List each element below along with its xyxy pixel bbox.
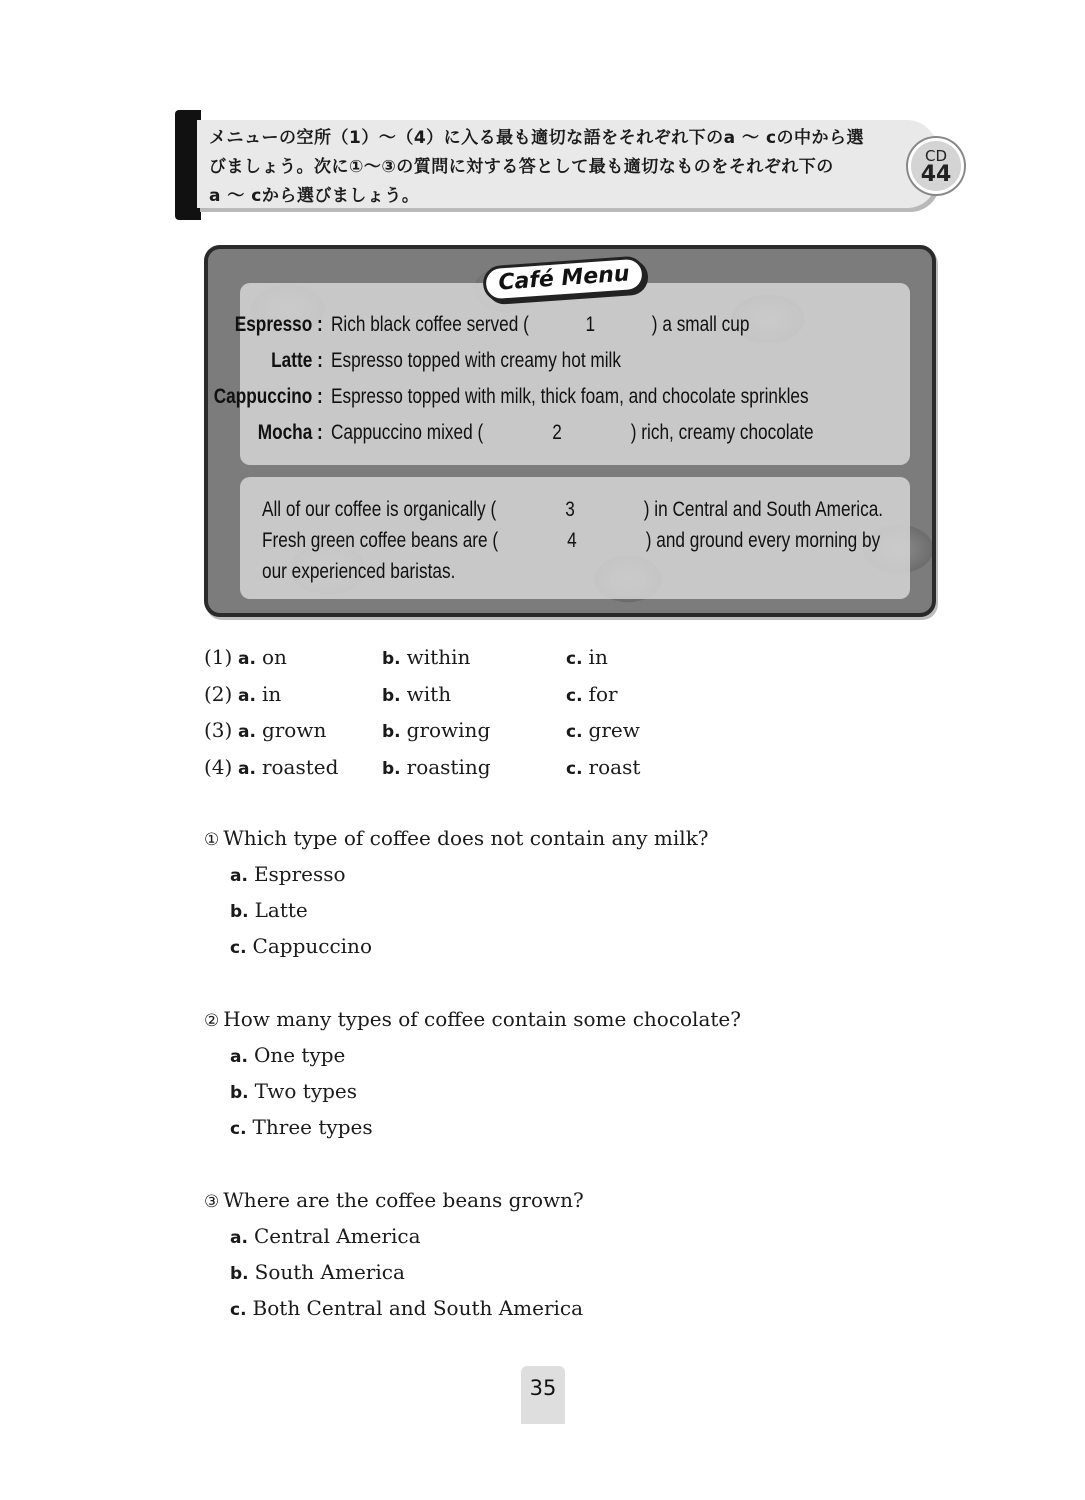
answer-a[interactable]: a. Espresso: [230, 862, 346, 886]
choice-row: [204, 679, 804, 716]
choice-row: [204, 715, 804, 752]
menu-note-paragraph: [262, 494, 885, 587]
blank-number: 1: [585, 313, 596, 336]
option-b[interactable]: b. growing: [382, 718, 491, 742]
question-3: [204, 1185, 904, 1329]
answer-c[interactable]: c. Cappuccino: [230, 934, 372, 958]
question-text: ③ Where are the coffee beans grown?: [204, 1188, 584, 1212]
question-text: ① Which type of coffee does not contain any milk?: [204, 826, 709, 850]
answer-b[interactable]: b. Latte: [230, 898, 308, 922]
answer-b[interactable]: b. Two types: [230, 1079, 358, 1103]
instruction-text: [209, 124, 899, 211]
menu-item-cappuccino: [208, 385, 809, 419]
cd-track-badge: [908, 138, 964, 194]
cd-label: CD: [924, 147, 948, 165]
menu-title: Café Menu: [482, 255, 646, 302]
menu-item-name: Latte :: [271, 349, 323, 372]
answer-a[interactable]: a. One type: [230, 1043, 346, 1067]
menu-item-latte: [208, 349, 782, 383]
option-a[interactable]: a. roasted: [238, 754, 339, 779]
instruction-line: メニューの空所（1）～（4）に入る最も適切な語をそれぞれ下のa ～ cの中から選: [209, 128, 865, 148]
menu-item-name: Cappuccino :: [213, 385, 323, 408]
menu-item-desc: Espresso topped with creamy hot milk: [331, 349, 621, 372]
note-line: Fresh green coffee beans are ( 4 ) and ground every morning by: [262, 525, 885, 556]
blank-number: 4: [567, 529, 577, 552]
option-a[interactable]: a. on: [238, 645, 287, 669]
question-2: [204, 1004, 904, 1148]
option-b[interactable]: b. within: [382, 645, 471, 669]
question-1: [204, 823, 904, 967]
menu-item-name: Espresso :: [234, 313, 323, 336]
option-c[interactable]: c. for: [566, 681, 618, 706]
instruction-line: びましょう。次に①～③の質問に対する答として最も適切なものをそれぞれ下の: [209, 157, 834, 177]
choice-row: [204, 752, 804, 789]
page-number: 35: [521, 1366, 565, 1424]
instruction-line: a ～ cから選びましょう。: [209, 186, 420, 206]
menu-item-desc: Espresso topped with milk, thick foam, and chocolate sprinkles: [331, 385, 809, 408]
choice-number: (1): [204, 645, 233, 669]
option-a[interactable]: a. grown: [238, 718, 327, 742]
blank-number: 3: [565, 498, 575, 521]
menu-item-name: Mocha :: [257, 421, 323, 444]
menu-item-espresso: [208, 313, 782, 347]
question-text: ② How many types of coffee contain some chocolate?: [204, 1007, 741, 1031]
choice-number: (3): [204, 718, 233, 742]
blank-choices: [204, 642, 804, 788]
cafe-menu-card: [204, 245, 936, 617]
cd-track-number: 44: [920, 162, 952, 187]
menu-item-mocha: [208, 421, 814, 455]
answer-b[interactable]: b. South America: [230, 1260, 405, 1284]
answer-a[interactable]: a. Central America: [230, 1224, 421, 1248]
note-line: All of our coffee is organically ( 3 ) in Central and South America.: [262, 494, 885, 525]
note-line: our experienced baristas.: [262, 560, 456, 583]
option-a[interactable]: a. in: [238, 681, 282, 706]
choice-row: [204, 642, 804, 679]
menu-item-desc: Cappuccino mixed ( 2 ) rich, creamy chocolate: [331, 421, 814, 444]
blank-number: 2: [552, 421, 562, 444]
answer-c[interactable]: c. Three types: [230, 1115, 373, 1139]
instruction-banner: [175, 110, 940, 220]
menu-item-desc: Rich black coffee served ( 1 ) a small cup: [331, 313, 750, 336]
option-c[interactable]: c. grew: [566, 718, 640, 742]
option-c[interactable]: c. roast: [566, 754, 641, 779]
option-b[interactable]: b. roasting: [382, 754, 491, 779]
option-b[interactable]: b. with: [382, 681, 452, 706]
answer-c[interactable]: c. Both Central and South America: [230, 1296, 584, 1320]
choice-number: (2): [204, 681, 233, 706]
option-c[interactable]: c. in: [566, 645, 608, 669]
choice-number: (4): [204, 754, 233, 779]
